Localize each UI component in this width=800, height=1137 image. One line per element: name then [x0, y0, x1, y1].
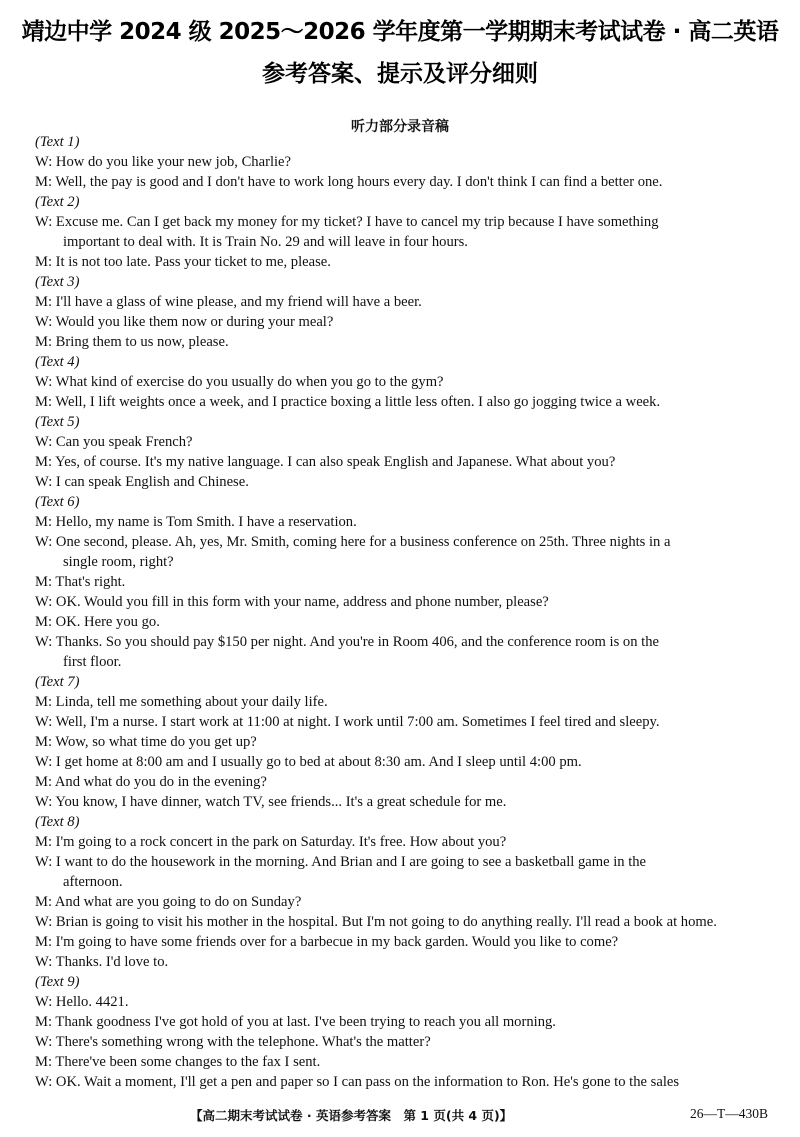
transcript-line: M: Bring them to us now, please.: [35, 334, 229, 350]
footer-code: 26—T—430B: [689, 1106, 768, 1121]
transcript-line: W: Would you like them now or during your meal?: [35, 314, 334, 330]
transcript-line: W: Excuse me. Can I get back my money for my ticket? I have to cancel my trip because I have something: [35, 214, 659, 230]
transcript-line: W: How do you like your new job, Charlie?: [35, 154, 292, 170]
text-label: (Text 4): [35, 354, 80, 370]
transcript-line: W: Brian is going to visit his mother in the hospital. But I'm not going to do anything really. I'll read a book at home.: [35, 914, 717, 930]
text-label: (Text 8): [35, 814, 80, 830]
transcript-line: W: OK. Wait a moment, I'll get a pen and paper so I can pass on the information to Ron. He's gone to the sales: [35, 1074, 680, 1090]
page-footer: [0, 1106, 800, 1126]
transcript-line: W: One second, please. Ah, yes, Mr. Smith, coming here for a business conference on 25th. Three nights in a: [35, 534, 671, 550]
transcript-line: M: Hello, my name is Tom Smith. I have a reservation.: [35, 514, 357, 530]
text-label: (Text 7): [35, 674, 80, 690]
transcript-body: [35, 132, 770, 1092]
transcript-line: M: Yes, of course. It's my native language. I can also speak English and Japanese. What about you?: [35, 454, 616, 470]
transcript-line: M: I'm going to have some friends over for a barbecue in my back garden. Would you like to come?: [35, 934, 619, 950]
transcript-line: M: OK. Here you go.: [35, 614, 160, 630]
section-title: 听力部分录音稿: [351, 119, 449, 135]
transcript-line: M: That's right.: [35, 574, 126, 590]
transcript-line: M: Linda, tell me something about your daily life.: [35, 694, 328, 710]
text-label: (Text 5): [35, 414, 80, 430]
transcript-line: W: I can speak English and Chinese.: [35, 474, 249, 490]
transcript-line: W: You know, I have dinner, watch TV, see friends... It's a great schedule for me.: [35, 794, 507, 810]
document-subtitle: 参考答案、提示及评分细则: [262, 61, 538, 87]
text-label: (Text 6): [35, 494, 80, 510]
text-label: (Text 9): [35, 974, 80, 990]
document-title: 靖边中学 2024 级 2025～2026 学年度第一学期期末考试试卷 · 高二英语: [21, 19, 779, 45]
text-label: (Text 3): [35, 274, 80, 290]
transcript-line: W: Well, I'm a nurse. I start work at 11:00 at night. I work until 7:00 am. Sometimes I feel tired and sleepy.: [35, 714, 660, 730]
transcript-line: M: Wow, so what time do you get up?: [35, 734, 257, 750]
transcript-line: M: And what are you going to do on Sunday?: [35, 894, 302, 910]
transcript-line: W: I get home at 8:00 am and I usually go to bed at about 8:30 am. And I sleep until 4:00 pm.: [35, 754, 582, 770]
text-label: (Text 2): [35, 194, 80, 210]
transcript-line: W: Can you speak French?: [35, 434, 193, 450]
transcript-line: M: Well, I lift weights once a week, and I practice boxing a little less often. I also go jogging twice a week.: [35, 394, 661, 410]
transcript-line: M: There've been some changes to the fax I sent.: [35, 1054, 321, 1070]
footer-page-info: 【高二期末考试试卷 · 英语参考答案 第 1 页(共 4 页)】: [190, 1108, 513, 1123]
transcript-line: W: OK. Would you fill in this form with your name, address and phone number, please?: [35, 594, 549, 610]
transcript-line: W: Thanks. I'd love to.: [35, 954, 169, 970]
transcript-line: W: Thanks. So you should pay $150 per night. And you're in Room 406, and the conference room is on the: [35, 634, 659, 650]
transcript-line: M: Well, the pay is good and I don't have to work long hours every day. I don't think I can find a better one.: [35, 174, 663, 190]
transcript-line: W: I want to do the housework in the morning. And Brian and I are going to see a basketball game in the: [35, 854, 647, 870]
transcript-line: single room, right?: [63, 554, 174, 570]
transcript-line: first floor.: [63, 654, 122, 670]
transcript-line: important to deal with. It is Train No. 29 and will leave in four hours.: [63, 234, 468, 250]
text-label: (Text 1): [35, 134, 80, 150]
transcript-line: M: And what do you do in the evening?: [35, 774, 267, 790]
transcript-line: M: I'll have a glass of wine please, and my friend will have a beer.: [35, 294, 422, 310]
transcript-line: W: There's something wrong with the telephone. What's the matter?: [35, 1034, 431, 1050]
transcript-line: M: I'm going to a rock concert in the park on Saturday. It's free. How about you?: [35, 834, 507, 850]
transcript-line: W: What kind of exercise do you usually do when you go to the gym?: [35, 374, 444, 390]
transcript-line: M: Thank goodness I've got hold of you at last. I've been trying to reach you all morning.: [35, 1014, 556, 1030]
transcript-line: W: Hello. 4421.: [35, 994, 129, 1010]
transcript-line: M: It is not too late. Pass your ticket to me, please.: [35, 254, 331, 270]
transcript-line: afternoon.: [63, 874, 123, 890]
